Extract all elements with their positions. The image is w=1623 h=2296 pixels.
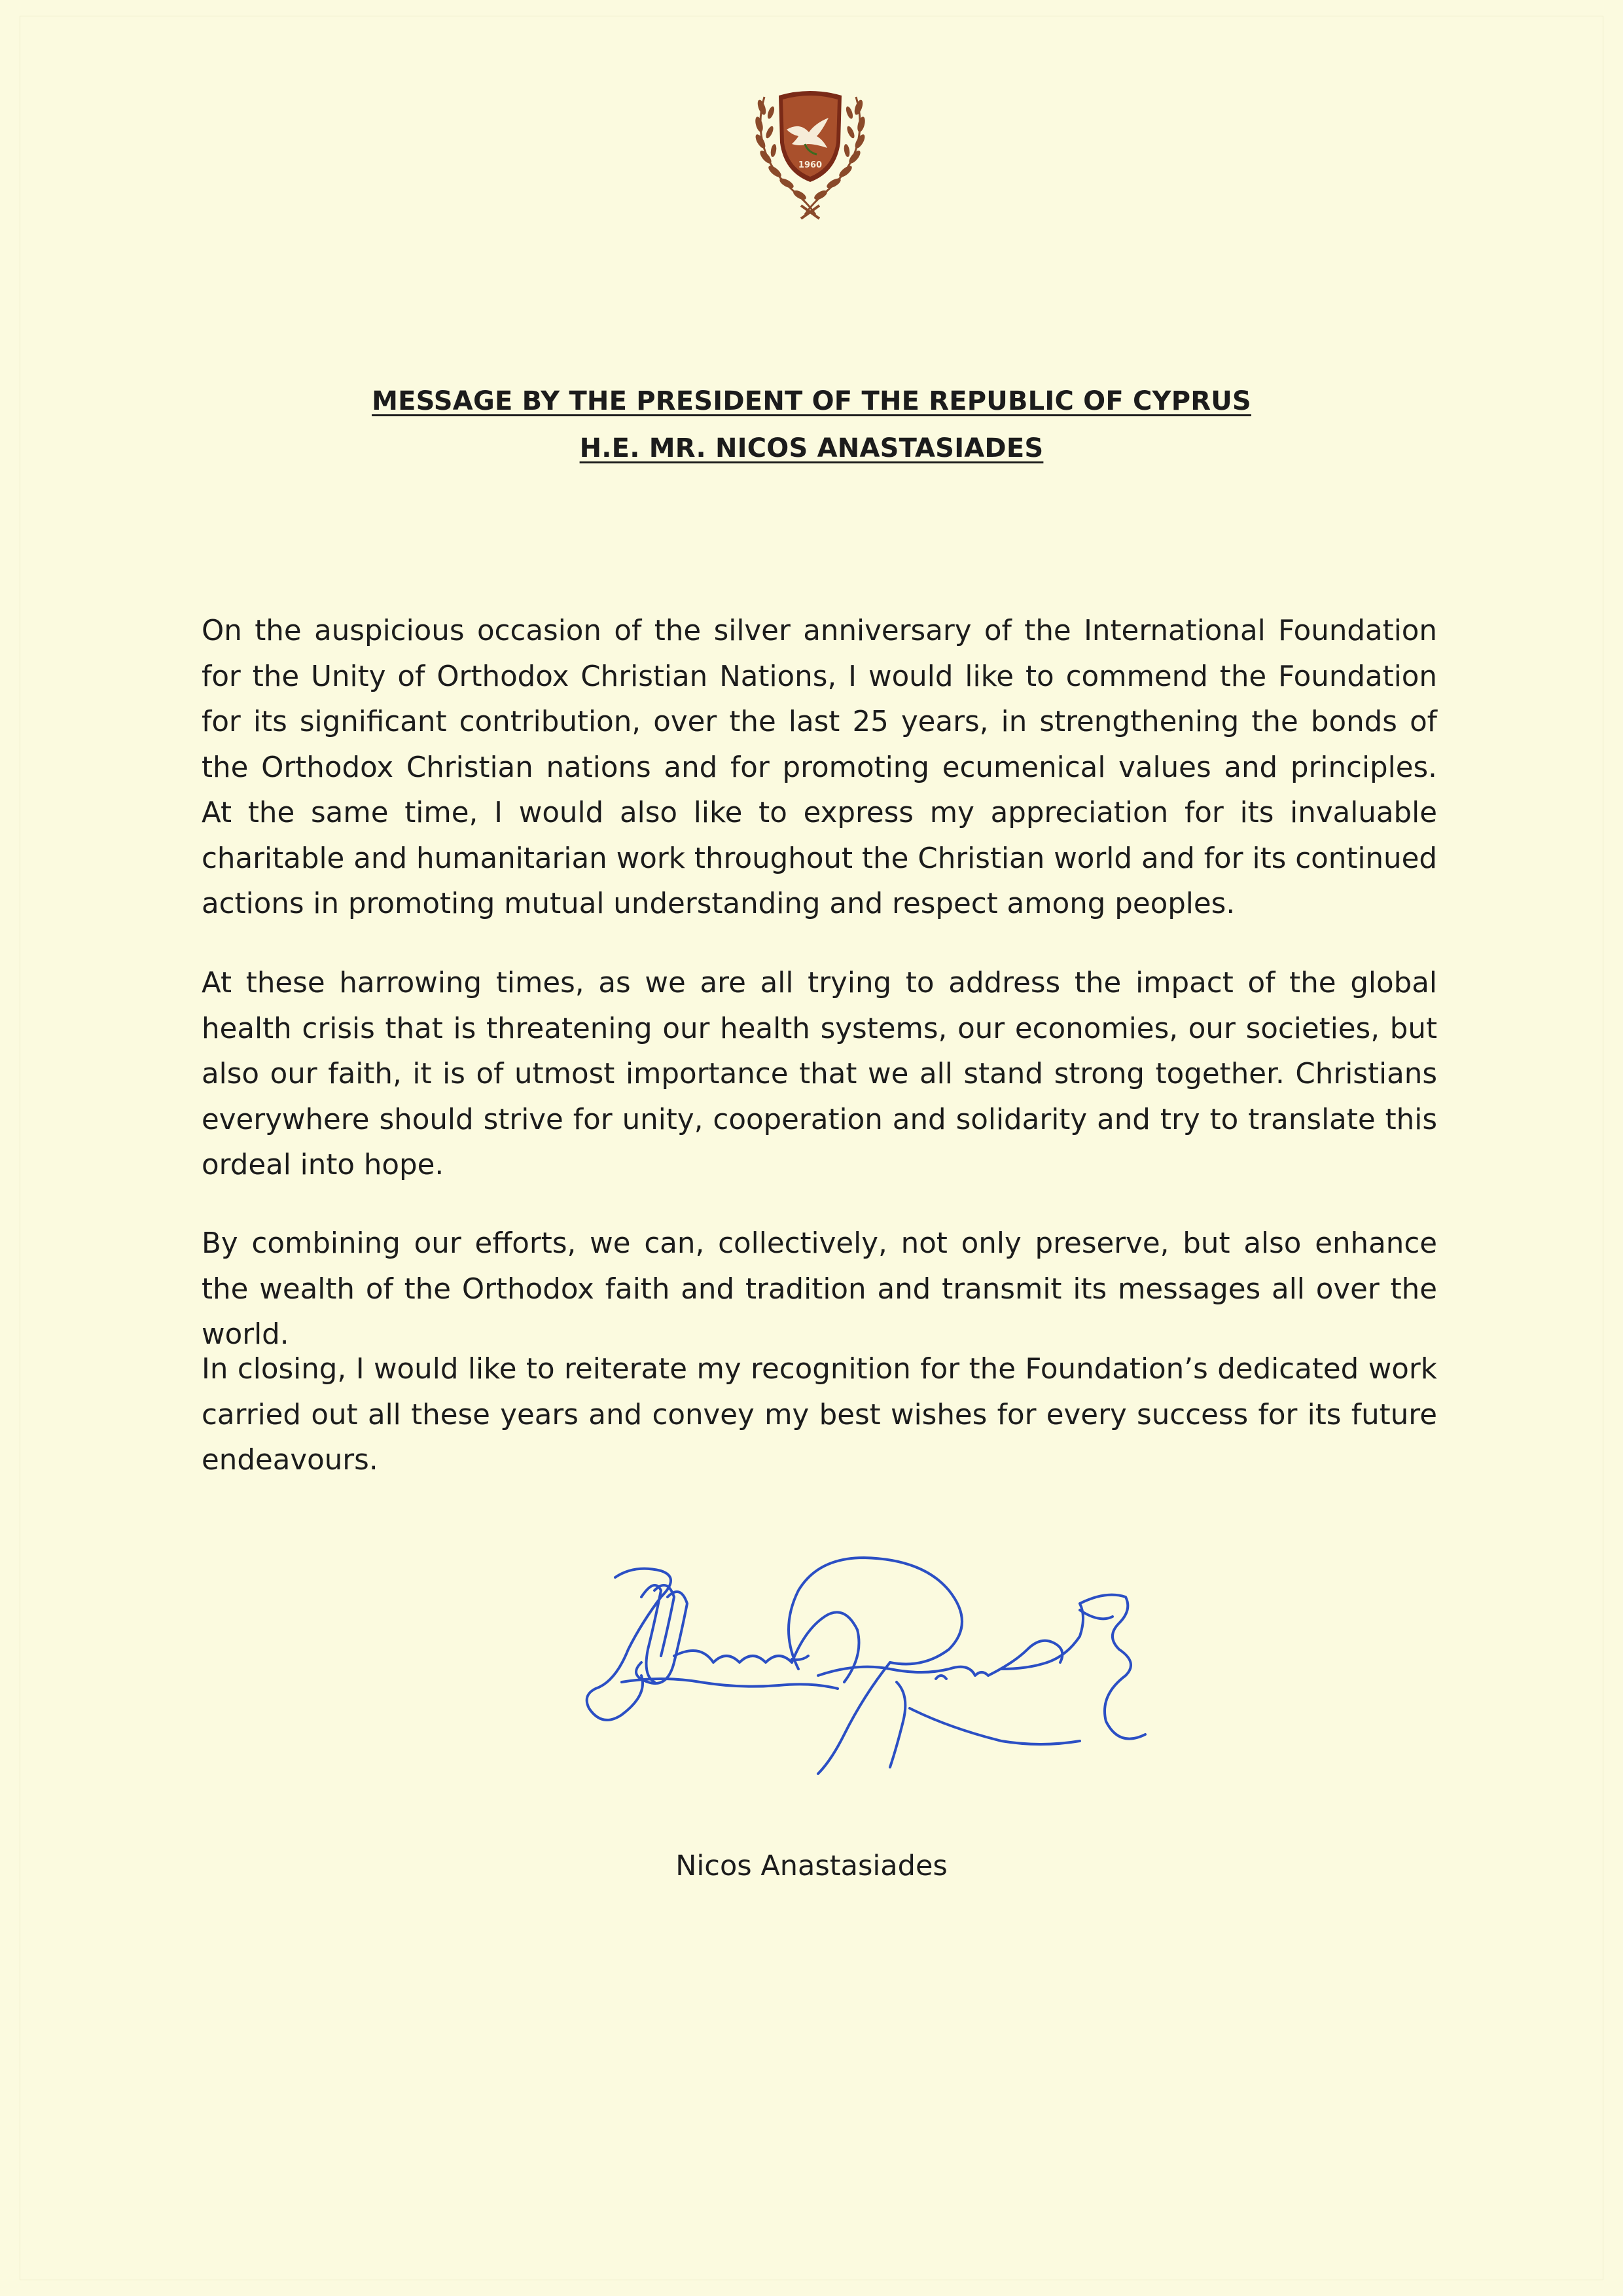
body-paragraph-3: By combining our efforts, we can, collectively, not only preserve, but also enhance the wealth of the Orthodox faith and tradition and transmit its messages all over the world. — [202, 1227, 1437, 1351]
body-paragraph-4: In closing, I would like to reiterate my recognition for the Foundation’s dedicated work carried out all these years and convey my best wishes for every success for its future endeavours. — [202, 1353, 1437, 1477]
signer-name: Nicos Anastasiades — [675, 1850, 948, 1882]
body-paragraph-2: At these harrowing times, as we are all trying to address the impact of the global health crisis that is threatening our health systems, our economies, our societies, but also our faith, it is of utmost importance that we all stand strong together. Christians everywhere should strive for unity, cooperation and solidarity and try to translate this ordeal into hope. — [202, 967, 1437, 1181]
document-title-line-2 — [0, 433, 1623, 463]
title-text-1: MESSAGE BY THE PRESIDENT OF THE REPUBLIC OF CYPRUS — [372, 386, 1251, 416]
document-title-line-1 — [0, 386, 1623, 416]
svg-text:1960: 1960 — [798, 160, 823, 170]
body-paragraph-1: On the auspicious occasion of the silver anniversary of the International Foundation for the Unity of Orthodox Christian Nations, I would like to commend the Foundation for its significant contribution, over the last 25 years, in strengthening the bonds of the Orthodox Christian nations and for promoting ecumenical values and principles. At the same time, I would also like to express my appreciation for its invaluable charitable and humanitarian work throughout the Christian world and for its continued actions in promoting mutual understanding and respect among peoples. — [202, 615, 1437, 920]
handwritten-signature-icon — [582, 1551, 1198, 1826]
title-text-2: H.E. MR. NICOS ANASTASIADES — [579, 433, 1044, 463]
cyprus-coat-of-arms-icon — [745, 84, 876, 221]
